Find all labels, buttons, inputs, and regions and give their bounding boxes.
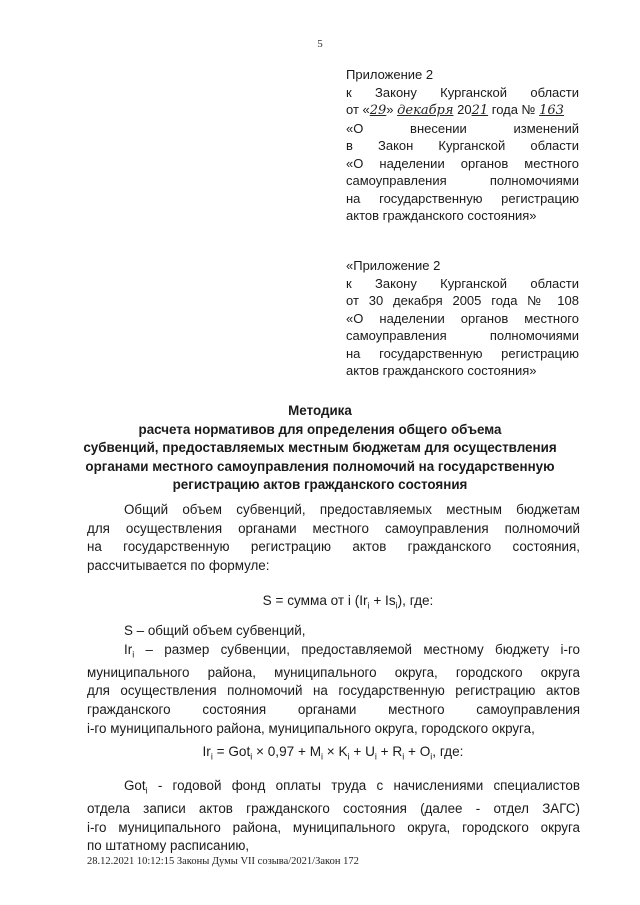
annex-line: «О наделении органов местного [346, 155, 579, 171]
text-line: для осуществления органами местного самоуправления полномочий [87, 520, 580, 536]
annex-line: «О наделении органов местного [346, 310, 579, 326]
annex-line: «Приложение 2 [346, 258, 441, 273]
text-line: муниципального района, муниципального округа, городского округа [87, 664, 580, 680]
annex-line: к Закону Курганской области [346, 275, 579, 291]
text-line: рассчитывается по формуле: [87, 557, 270, 573]
definition-s: S – общий объем субвенций, [124, 623, 306, 638]
text-line: отдела записи актов гражданского состояния (далее - отдел ЗАГС) [87, 801, 580, 817]
annex-line: самоуправления полномочиями [346, 173, 579, 188]
annex-header-original [346, 257, 579, 380]
text-line: i-го муниципального района, муниципального округа, городского округа, [87, 720, 535, 736]
text-line: гражданского состояния органами местного самоуправления [87, 702, 580, 718]
formula-ir: $Ir_i = Got_i \times 0,97 + M_i \times K_i + U_i + R_i + O_i$, где: [202, 744, 464, 762]
definition-got-block [87, 777, 580, 856]
heading-line: расчета нормативов для определения общего объема [138, 421, 502, 437]
handwritten-month: декабря [397, 103, 454, 118]
text-line: для осуществления полномочий на государственную регистрацию актов [87, 683, 580, 699]
text-line: по штатному расписанию, [87, 838, 250, 854]
page-number: 5 [317, 38, 323, 50]
annex-line: от 30 декабря 2005 года № 108 [346, 293, 579, 308]
annex-line: на государственную регистрацию [346, 345, 579, 361]
handwritten-law-number: 163 [539, 103, 564, 118]
annex-line: актов гражданского состояния» [346, 363, 537, 378]
annex-date-line: от «29» декабря 2021 года № 163 [346, 102, 564, 118]
text-line: Общий объем субвенций, предоставляемых местным бюджетам [124, 502, 580, 517]
definition-ir: $Ir_i$ – размер субвенции, предоставляемой местному бюджету i-го [124, 641, 580, 660]
annex-line: в Закон Курганской области [346, 138, 579, 153]
intro-paragraph [87, 501, 580, 575]
heading-line: органами местного самоуправления полномочий на государственную [85, 458, 555, 474]
heading-line: субвенций, предоставляемых местным бюджетам для осуществления [83, 440, 557, 455]
annex-title: Приложение 2 [346, 67, 434, 82]
text-line: на государственную регистрацию актов гражданского состояния, [87, 539, 580, 555]
annex-line: актов гражданского состояния» [346, 208, 537, 223]
annex-line: «О внесении изменений [346, 120, 579, 136]
methodology-heading [60, 402, 580, 495]
annex-law-ref: к Закону Курганской области [346, 84, 579, 100]
annex-line: самоуправления полномочиями [346, 328, 579, 343]
definition-got: Got$_i$ - годовой фонд оплаты труда с начислениями специалистов [124, 778, 580, 796]
heading-line: регистрацию актов гражданского состояния [172, 477, 468, 492]
annex-header-new [346, 66, 579, 225]
definitions-block [87, 622, 580, 738]
text-line: i-го муниципального района, муниципального округа, городского округа [87, 819, 580, 835]
heading-line: Методика [288, 403, 352, 418]
annex-line: на государственную регистрацию [346, 190, 579, 206]
document-footer: 28.12.2021 10:12:15 Законы Думы VII созыва/2021/Закон 172 [87, 856, 359, 867]
handwritten-year: 21 [471, 103, 489, 118]
handwritten-day: 29 [369, 103, 387, 118]
formula-total: S = сумма от i $(Ir_i + Is_i)$, где: [262, 593, 434, 611]
